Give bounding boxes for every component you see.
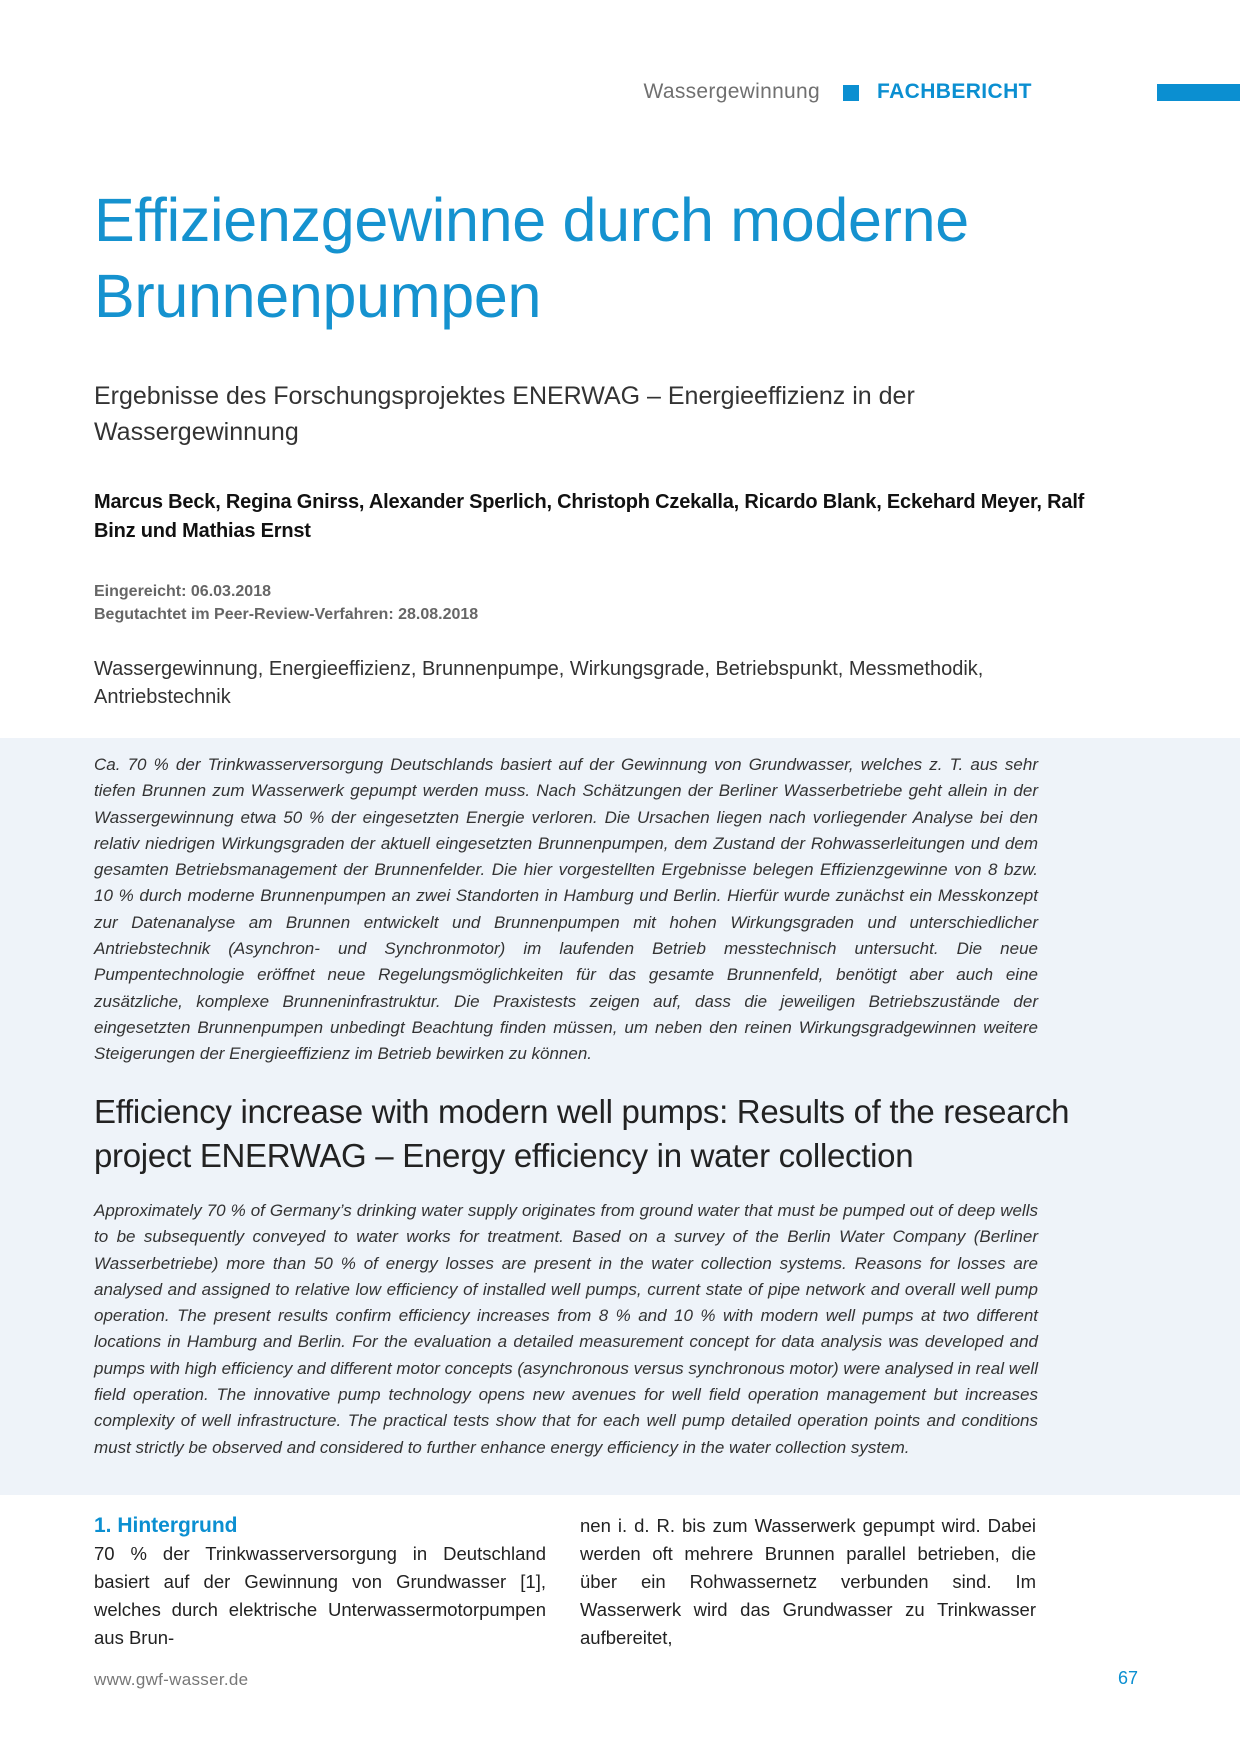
article-subtitle: Ergebnisse des Forschungsprojektes ENERWAG – Energieeffizienz in der Wassergewinnung bbox=[94, 382, 915, 446]
english-title: Efficiency increase with modern well pumps: Results of the research project ENERWAG – Energy efficiency in water collection bbox=[94, 1093, 1070, 1174]
running-header-type: FACHBERICHT bbox=[877, 80, 1032, 103]
running-header-section: Wassergewinnung bbox=[643, 80, 820, 103]
author-list: Marcus Beck, Regina Gnirss, Alexander Sperlich, Christoph Czekalla, Ricardo Blank, Eckehard Meyer, Ralf Binz und Mathias Ernst bbox=[94, 491, 1085, 542]
abstract-english: Approximately 70 % of Germany’s drinking water supply originates from ground water that must be pumped out of deep wells to be subsequently conveyed to water works for treatment. Based on a survey of the Berlin Water Company (Berliner Wasserbetriebe) more than 50 % of energy losses are present in the water collection systems. Reasons for losses are analysed and assigned to relative low efficiency of installed well pumps, current state of pipe network and overall well pump operation. The present results confirm efficiency increases from 8 % and 10 % with modern well pumps at two different locations in Hamburg and Berlin. For the evaluation a detailed measurement concept for data analysis was developed and pumps with high efficiency and different motor concepts (asynchronous versus synchronous motor) were analysed in real well field operation. The innovative pump technology opens new avenues for well field operation management but increases complexity of well infrastructure. The practical tests show that for each well pump detailed operation points and conditions must strictly be observed and considered to further enhance energy efficiency in the water collection system. bbox=[94, 1201, 1038, 1457]
footer-url[interactable]: www.gwf-wasser.de bbox=[94, 1670, 249, 1689]
page-number: 67 bbox=[1118, 1668, 1139, 1688]
header-accent-bar bbox=[1157, 84, 1240, 101]
abstract-german: Ca. 70 % der Trinkwasserversorgung Deutschlands basiert auf der Gewinnung von Grundwasser, welches z. T. aus sehr tiefen Brunnen zum Wasserwerk gepumpt werden muss. Nach Schätzungen der Berliner Wasserbetriebe geht allein in der Wassergewinnung etwa 50 % der eingesetzten Energie verloren. Die Ursachen liegen nach vorliegender Analyse bei den relativ niedrigen Wirkungsgraden der aktuell eingesetzten Brunnenpumpen, dem Zustand der Rohwasserleitungen und dem gesamten Betriebsmanagement der Brunnenfelder. Die hier vorgestellten Ergebnisse belegen Effizienzgewinne von 8 bzw. 10 % durch moderne Brunnenpumpen an zwei Standorten in Hamburg und Berlin. Hierfür wurde zunächst ein Messkonzept zur Datenanalyse am Brunnen entwickelt und Brunnenpumpen mit hohen Wirkungsgraden und unterschiedlicher Antriebstechnik (Asynchron- und Synchronmotor) im laufenden Betrieb messtechnisch untersucht. Die neue Pumpentechnologie eröffnet neue Regelungsmöglichkeiten für das gesamte Brunnenfeld, benötigt aber auch eine zusätzliche, komplexe Brunneninfrastruktur. Die Praxistests zeigen auf, dass die jeweiligen Betriebszustände der eingesetzten Brunnenpumpen unbedingt Beachtung finden müssen, um neben den reinen Wirkungsgradgewinnen weitere Steigerungen der Energieeffizienz im Betrieb bewirken zu können. bbox=[94, 755, 1038, 1064]
section-heading: 1. Hintergrund bbox=[94, 1514, 238, 1537]
article-title: Effizienzgewinne durch moderne Brunnenpumpen bbox=[94, 186, 969, 330]
header-square-marker bbox=[843, 85, 859, 101]
keywords: Wassergewinnung, Energieeffizienz, Brunnenpumpe, Wirkungsgrade, Betriebspunkt, Messmethodik, Antriebstechnik bbox=[94, 658, 984, 708]
body-column-right: nen i. d. R. bis zum Wasserwerk gepumpt wird. Dabei werden oft mehrere Brunnen parallel betrieben, die über ein Rohwassernetz verbunden sind. Im Wasserwerk wird das Grundwasser zu Trinkwasser aufbereitet, bbox=[580, 1515, 1036, 1648]
body-column-left: 70 % der Trinkwasserversorgung in Deutschland basiert auf der Gewinnung von Grundwasser [1], welches durch elektrische Unterwassermotorpumpen aus Brun- bbox=[94, 1543, 546, 1648]
submission-dates bbox=[94, 580, 478, 626]
submitted-date: Eingereicht: 06.03.2018 bbox=[94, 583, 271, 600]
reviewed-date: Begutachtet im Peer-Review-Verfahren: 28.08.2018 bbox=[94, 606, 479, 623]
